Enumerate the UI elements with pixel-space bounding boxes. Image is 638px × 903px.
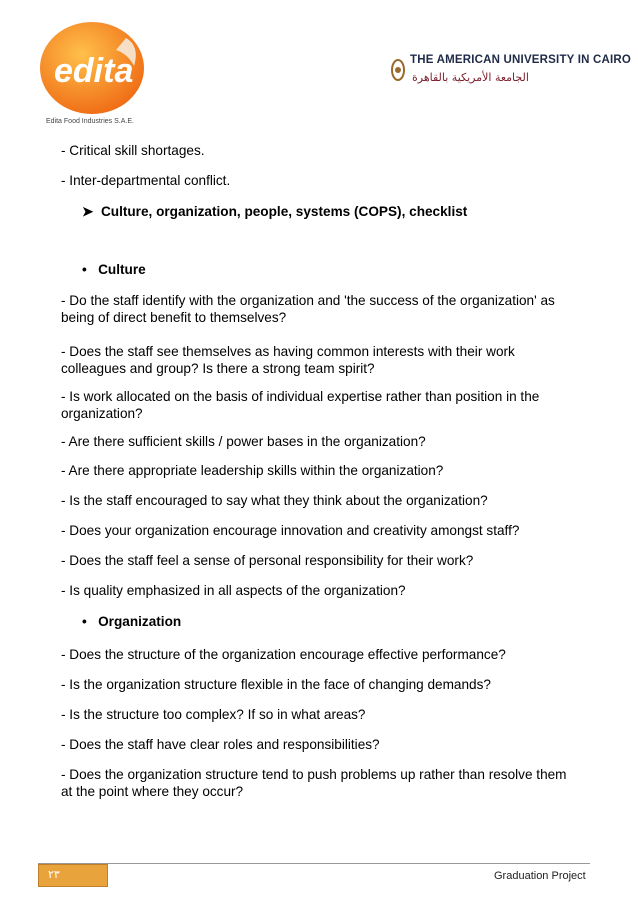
footer-project-label: Graduation Project — [494, 870, 586, 882]
list-item: - Does the staff see themselves as having common interests with their work colleagues and group? Is there a strong team spirit? — [61, 344, 515, 376]
list-item: - Is work allocated on the basis of individual expertise rather than position in the organization? — [61, 389, 540, 421]
list-item: - Is the staff encouraged to say what they think about the organization? — [61, 493, 488, 508]
dot-bullet-icon: • — [82, 262, 87, 277]
university-name-en: THE AMERICAN UNIVERSITY IN CAIRO — [410, 54, 632, 66]
university-name-ar: الجامعة الأمريكية بالقاهرة — [412, 71, 529, 84]
list-item: - Does the structure of the organization encourage effective performance? — [61, 647, 506, 662]
list-item: - Does the staff feel a sense of personal responsibility for their work? — [61, 553, 474, 568]
list-item: - Are there sufficient skills / power bases in the organization? — [61, 434, 426, 449]
page-header — [0, 0, 638, 140]
dot-bullet-icon: • — [82, 614, 87, 629]
list-item: - Does the staff have clear roles and responsibilities? — [61, 737, 380, 752]
cops-heading: ➤ Culture, organization, people, systems (COPS), checklist — [82, 204, 468, 219]
culture-heading: • Culture — [82, 262, 146, 277]
list-item: - Does your organization encourage innovation and creativity amongst staff? — [61, 523, 520, 538]
logo-text: edita — [54, 52, 134, 90]
list-item: - Are there appropriate leadership skills within the organization? — [61, 463, 444, 478]
list-item: - Is the structure too complex? If so in what areas? — [61, 707, 366, 722]
list-item: - Do the staff identify with the organization and 'the success of the organization' as being of direct benefit to themselves? — [61, 293, 555, 325]
list-item: - Is quality emphasized in all aspects of the organization? — [61, 583, 406, 598]
list-item: - Does the organization structure tend to push problems up rather than resolve them at the point where they occur? — [61, 767, 567, 799]
body-line: - Critical skill shortages. — [61, 143, 205, 158]
auc-logo — [390, 52, 632, 92]
organization-heading: • Organization — [82, 614, 182, 629]
list-item: - Is the organization structure flexible in the face of changing demands? — [61, 677, 491, 692]
arrow-bullet-icon: ➤ — [82, 204, 94, 219]
footer-divider — [38, 863, 590, 864]
body-line: - Inter-departmental conflict. — [61, 173, 231, 188]
logo-caption: Edita Food Industries S.A.E. — [46, 118, 134, 125]
auc-seal-icon — [390, 58, 406, 82]
page-number: ٢٣ — [48, 868, 60, 881]
